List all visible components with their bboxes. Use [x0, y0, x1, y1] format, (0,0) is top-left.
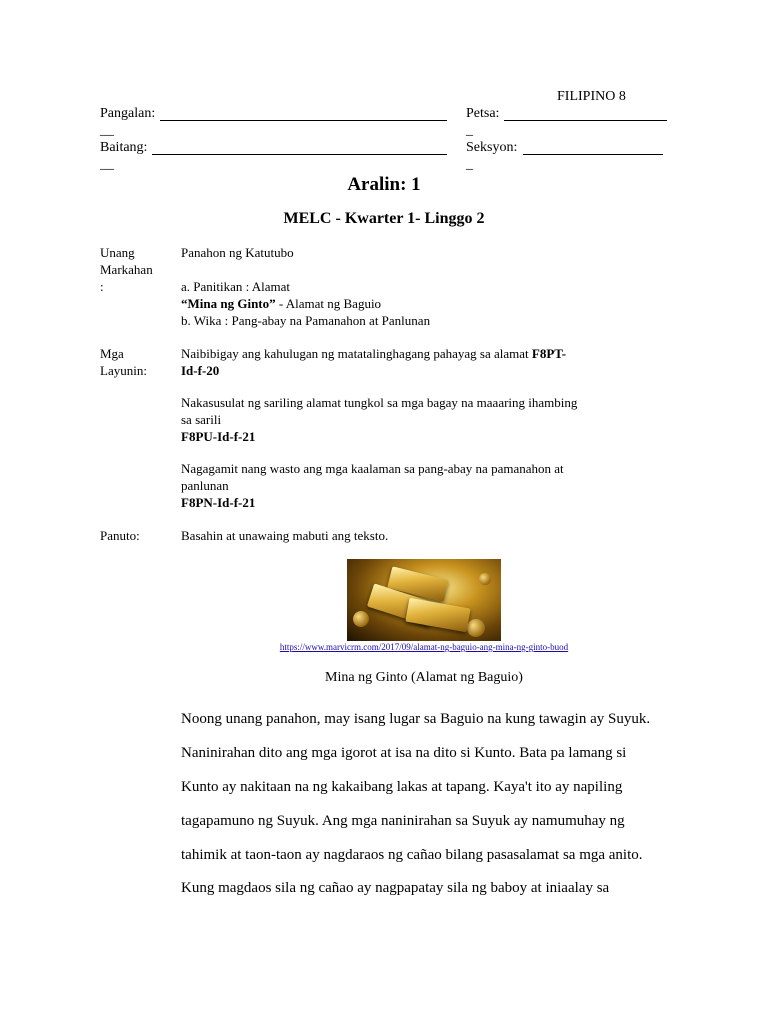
- lesson-subtitle: MELC - Kwarter 1- Linggo 2: [283, 210, 485, 227]
- objectives-label-cont: Layunin:: [100, 363, 147, 378]
- coin-shape: [479, 573, 491, 585]
- quarter-label-cont: Markahan: [100, 262, 153, 277]
- objective-3: Nagagamit nang wasto ang mga kaalaman sa pang-abay na pamanahon at: [181, 461, 564, 476]
- date-label: Petsa:: [466, 106, 500, 121]
- quarter-literature: a. Panitikan : Alamat: [181, 279, 291, 294]
- objective-2-cont: sa sarili: [181, 412, 222, 427]
- story-title-quoted: “Mina ng Ginto”: [181, 296, 276, 311]
- objective-2-code: F8PU-Id-f-21: [181, 429, 256, 444]
- quarter-label: Unang: [100, 245, 135, 260]
- story-line: tagapamuno ng Suyuk. Ang mga naninirahan sa Suyuk ay namumuhay ng: [181, 813, 625, 829]
- subject-label: FILIPINO 8: [557, 89, 626, 104]
- objective-1: [181, 346, 566, 362]
- story-line: Kunto ay nakitaan na ng kakaibang lakas at tapang. Kaya't ito ay napiling: [181, 779, 623, 795]
- story-line: tahimik at taon-taon ay nagdaraos ng cañao bilang pasasalamat sa mga anito.: [181, 847, 643, 863]
- section-field-overflow: _: [466, 157, 473, 172]
- instruction-label: Panuto:: [100, 528, 140, 543]
- quarter-language: b. Wika : Pang-abay na Pamanahon at Panlunan: [181, 313, 431, 328]
- quarter-story-line: [181, 296, 381, 312]
- coin-shape: [467, 619, 485, 637]
- name-field-overflow: __: [100, 123, 114, 138]
- lesson-title: Aralin: 1: [347, 174, 421, 195]
- story-line: Kung magdaos sila ng cañao ay nagpapatay sila ng baboy at iniaalay sa: [181, 880, 610, 896]
- quarter-label-colon: :: [100, 279, 104, 294]
- objective-3-cont: panlunan: [181, 478, 229, 493]
- objectives-label: Mga: [100, 346, 124, 361]
- section-label: Seksyon:: [466, 140, 518, 155]
- instruction-text: Basahin at unawaing mabuti ang teksto.: [181, 528, 389, 543]
- date-field[interactable]: [504, 120, 667, 121]
- section-field[interactable]: [523, 154, 663, 155]
- objective-1-code: F8PT-: [531, 346, 567, 361]
- image-source-link[interactable]: https://www.marvicrm.com/2017/09/alamat-ng-baguio-ang-mina-ng-ginto-buod: [279, 642, 569, 652]
- objective-3-code: F8PN-Id-f-21: [181, 495, 256, 510]
- gold-bars-image: [347, 559, 501, 641]
- quarter-period: Panahon ng Katutubo: [181, 245, 294, 260]
- coin-shape: [353, 611, 369, 627]
- story-line: Naninirahan dito ang mga igorot at isa na dito si Kunto. Bata pa lamang si: [181, 745, 627, 761]
- name-label: Pangalan:: [100, 106, 156, 121]
- story-title: Mina ng Ginto (Alamat ng Baguio): [325, 670, 523, 685]
- name-field[interactable]: [160, 120, 447, 121]
- objective-2: Nakasusulat ng sariling alamat tungkol sa mga bagay na maaaring ihambing: [181, 395, 578, 410]
- gold-bar-shape: [405, 598, 470, 632]
- grade-field[interactable]: [152, 154, 447, 155]
- story-line: Noong unang panahon, may isang lugar sa Baguio na kung tawagin ay Suyuk.: [181, 711, 651, 727]
- grade-field-overflow: __: [100, 157, 114, 172]
- grade-label: Baitang:: [100, 140, 148, 155]
- objective-1-text: Naibibigay ang kahulugan ng matatalinghagang pahayag sa alamat: [181, 346, 532, 361]
- story-title-rest: - Alamat ng Baguio: [275, 296, 382, 311]
- date-field-overflow: _: [466, 123, 473, 138]
- objective-1-code-cont: Id-f-20: [181, 363, 220, 378]
